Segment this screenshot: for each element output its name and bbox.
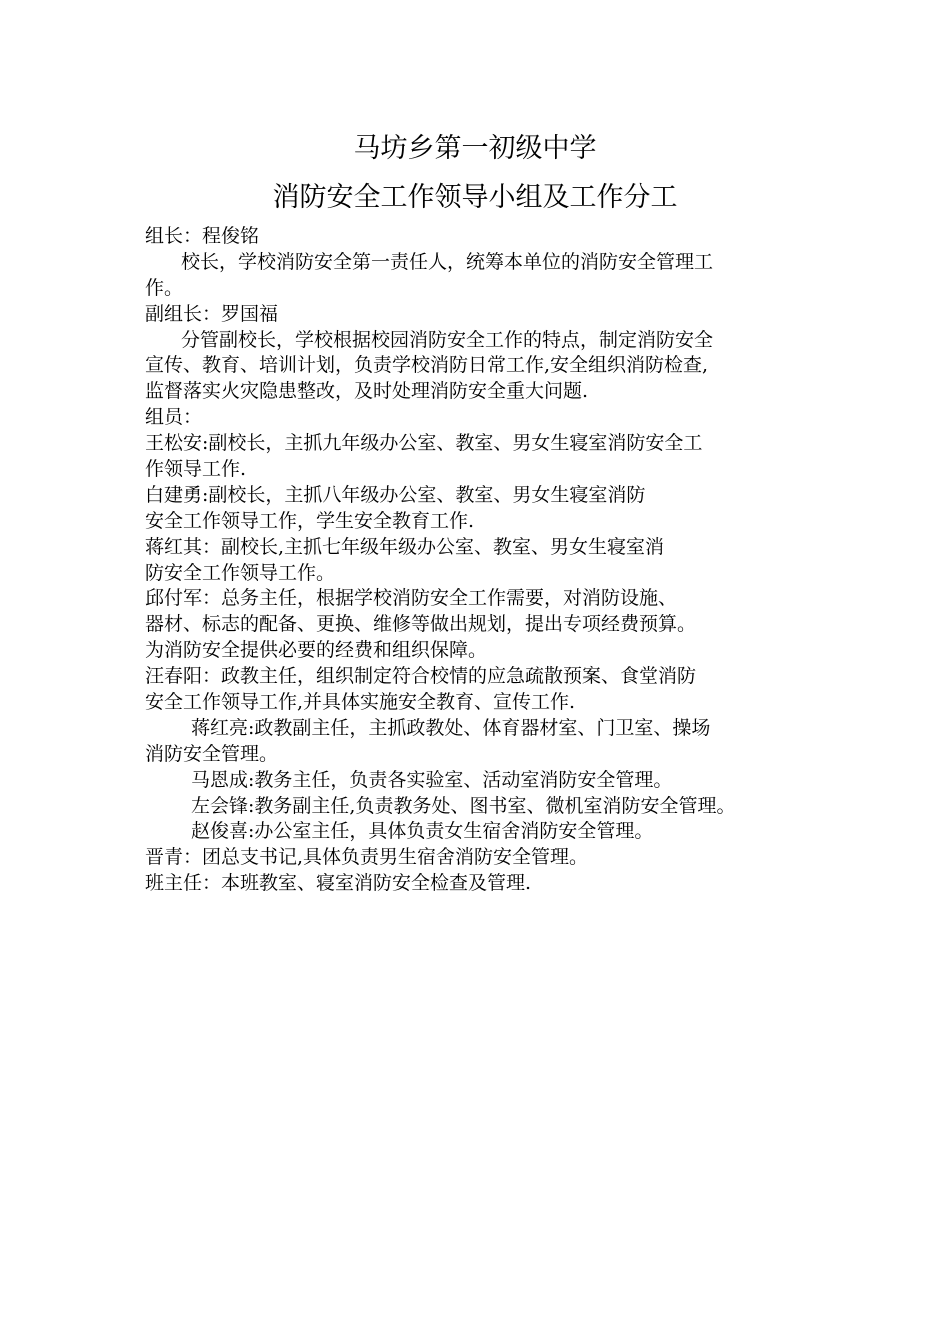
leader-heading: 组长：程俊铭 <box>145 225 260 247</box>
member-duty-line: 邱付军：总务主任，根据学校消防安全工作需要，对消防设施、 <box>145 587 678 610</box>
member-duty-line: 消防安全管理。 <box>145 742 279 765</box>
member-duty-line: 白建勇:副校长，主抓八年级办公室、教室、男女生寝室消防 <box>145 483 646 506</box>
member-duty-line: 蒋红亮:政教副主任，主抓政教处、体育器材室、门卫室、操场 <box>191 716 711 739</box>
document-body <box>145 224 845 897</box>
member-duty-line: 马恩成:教务主任，负责各实验室、活动室消防安全管理。 <box>191 768 673 791</box>
member-duty-line: 器材、标志的配备、更换、维修等做出规划，提出专项经费预算。 <box>145 613 697 636</box>
document-title-subject: 消防安全工作领导小组及工作分工 <box>272 182 678 213</box>
leader-duty-line: 作。 <box>145 276 184 299</box>
deputy-duty-line: 宣传、教育、培训计划，负责学校消防日常工作,安全组织消防检查, <box>145 354 709 377</box>
member-duty-line: 蒋红其：副校长,主抓七年级年级办公室、教室、男女生寝室消 <box>145 535 665 558</box>
leader-duty-line: 校长，学校消防安全第一责任人，统筹本单位的消防安全管理工 <box>181 250 714 273</box>
deputy-duty-line: 监督落实火灾隐患整改，及时处理消防安全重大问题. <box>145 380 589 403</box>
member-duty-line: 左会锋:教务副主任,负责教务处、图书室、微机室消防安全管理。 <box>191 794 736 817</box>
member-duty-line: 为消防安全提供必要的经费和组织保障。 <box>145 639 488 662</box>
members-heading: 组员： <box>145 406 203 429</box>
member-duty-line: 安全工作领导工作，学生安全教育工作. <box>145 509 475 532</box>
member-duty-line: 晋青：团总支书记,具体负责男生宿舍消防安全管理。 <box>145 846 589 869</box>
member-duty-line: 安全工作领导工作,并具体实施安全教育、宣传工作. <box>145 691 576 714</box>
member-duty-line: 赵俊喜:办公室主任，具体负责女生宿舍消防安全管理。 <box>191 820 654 843</box>
document-title-school: 马坊乡第一初级中学 <box>353 133 597 164</box>
member-duty-line: 王松安:副校长，主抓九年级办公室、教室、男女生寝室消防安全工 <box>145 432 703 455</box>
deputy-duty-line: 分管副校长，学校根据校园消防安全工作的特点，制定消防安全 <box>181 328 714 351</box>
deputy-leader-heading: 副组长：罗国福 <box>145 302 279 325</box>
member-duty-line: 汪春阳：政教主任，组织制定符合校情的应急疏散预案、食堂消防 <box>145 665 697 688</box>
member-duty-line: 作领导工作. <box>145 458 247 481</box>
member-duty-line: 防安全工作领导工作。 <box>145 561 336 584</box>
member-duty-line: 班主任：本班教室、寝室消防安全检查及管理. <box>145 872 532 895</box>
